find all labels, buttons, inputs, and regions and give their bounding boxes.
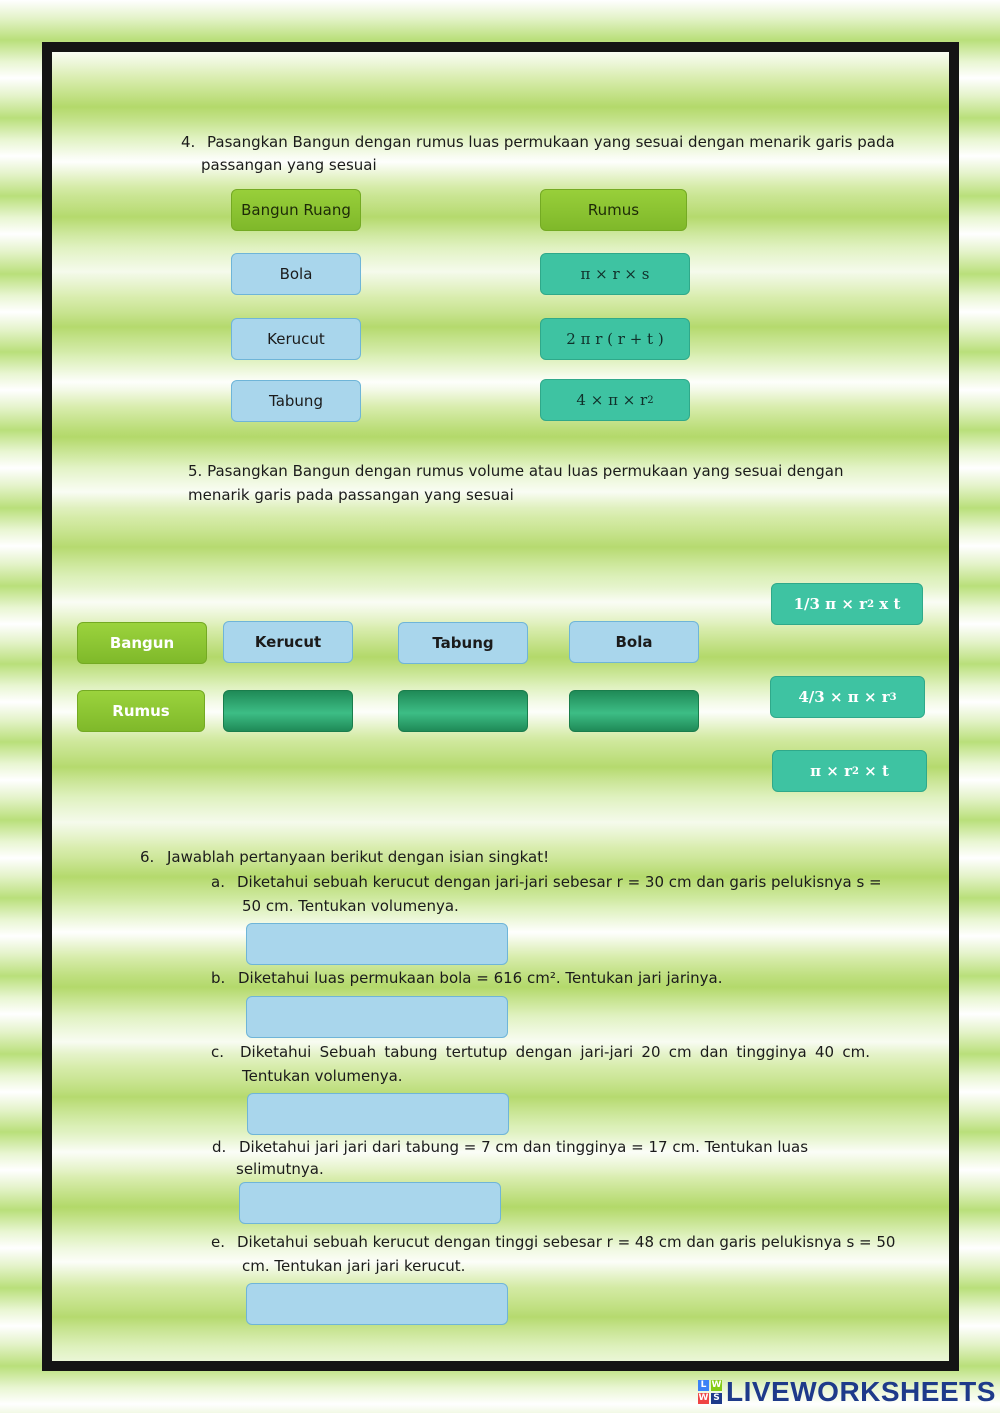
liveworksheets-logo [698,1376,996,1408]
logo-letter-3: W [698,1393,709,1403]
q5-formula-2-text: 4/3 × π × r [798,688,890,706]
q6b-answer-input[interactable] [246,996,508,1038]
q6a-letter: a. [211,873,225,891]
q6d-answer-input[interactable] [239,1182,501,1224]
q6d-line2: selimutnya. [236,1160,324,1178]
q5-formula-3-text: π × r [810,762,852,780]
q6e-line1: Diketahui sebuah kerucut dengan tinggi sebesar r = 48 cm dan garis pelukisnya s = 50 [237,1233,896,1251]
q4-formula-3-exponent: 2 [647,394,654,406]
q6e-letter: e. [211,1233,225,1251]
q6e-line2: cm. Tentukan jari jari kerucut. [242,1257,466,1275]
q6d-line1: Diketahui jari jari dari tabung = 7 cm dan tingginya = 17 cm. Tentukan luas [239,1138,809,1156]
q4-shape-bola[interactable]: Bola [231,253,361,295]
q5-formula-1-exponent: 2 [867,598,875,610]
q6c-answer-input[interactable] [247,1093,509,1135]
q4-shape-kerucut[interactable]: Kerucut [231,318,361,360]
q5-formula-3-exponent: 2 [851,765,859,777]
q5-drop-slot-bola[interactable] [569,690,699,732]
q6-title: Jawablah pertanyaan berikut dengan isian singkat! [167,848,550,866]
q6a-line2: 50 cm. Tentukan volumenya. [242,897,459,915]
q5-formula-1-tail: x t [874,595,901,613]
q5-formula-1-text: 1/3 π × r [793,595,868,613]
q6b-line1: Diketahui luas permukaan bola = 616 cm². Tentukan jari jarinya. [238,969,723,987]
q5-instruction-line1: 5. Pasangkan Bangun dengan rumus volume atau luas permukaan yang sesuai dengan [188,462,844,480]
q5-instruction-line2: menarik garis pada passangan yang sesuai [188,486,514,504]
q5-formula-2-exponent: 3 [889,691,897,703]
q5-row-label-bangun: Bangun [77,622,207,664]
q4-formula-2-text: 2 π r ( r + t ) [566,330,664,348]
logo-letter-2: W [711,1380,722,1390]
q4-formula-3-text: 4 × π × r [576,391,648,409]
q4-instruction-line1: Pasangkan Bangun dengan rumus luas permukaan yang sesuai dengan menarik garis pada [207,133,895,151]
q4-instruction-line2: passangan yang sesuai [201,156,377,174]
q6c-line2: Tentukan volumenya. [242,1067,403,1085]
q5-formula-3-tail: × t [858,762,889,780]
q5-formula-card-2[interactable] [770,676,925,718]
logo-letter-4: S [711,1393,722,1404]
q4-header-rumus: Rumus [540,189,687,231]
q4-formula-1-text: π × r × s [580,265,650,283]
q6-number: 6. [140,848,155,866]
q5-shape-bola: Bola [569,621,699,663]
q4-formula-2[interactable] [540,318,690,360]
q4-header-bangun-ruang: Bangun Ruang [231,189,361,231]
q4-shape-tabung[interactable]: Tabung [231,380,361,422]
q6c-line1: Diketahui Sebuah tabung tertutup dengan jari-jari 20 cm dan tingginya 40 cm. [240,1043,870,1061]
liveworksheets-logo-icon [698,1380,722,1404]
q5-drop-slot-kerucut[interactable] [223,690,353,732]
q5-drop-slot-tabung[interactable] [398,690,528,732]
q5-shape-tabung: Tabung [398,622,528,664]
q4-number: 4. [181,133,196,151]
liveworksheets-wordmark: LIVEWORKSHEETS [726,1376,996,1407]
q6a-line1: Diketahui sebuah kerucut dengan jari-jari sebesar r = 30 cm dan garis pelukisnya s = [237,873,882,891]
q6d-letter: d. [212,1138,227,1156]
q5-row-label-rumus: Rumus [77,690,205,732]
q6b-letter: b. [211,969,226,987]
q6c-letter: c. [211,1043,225,1061]
q4-formula-1[interactable] [540,253,690,295]
logo-letter-1: L [698,1380,709,1391]
q6a-answer-input[interactable] [246,923,508,965]
q5-formula-card-1[interactable] [771,583,923,625]
q4-formula-3[interactable] [540,379,690,421]
q6e-answer-input[interactable] [246,1283,508,1325]
q5-shape-kerucut: Kerucut [223,621,353,663]
q5-formula-card-3[interactable] [772,750,927,792]
